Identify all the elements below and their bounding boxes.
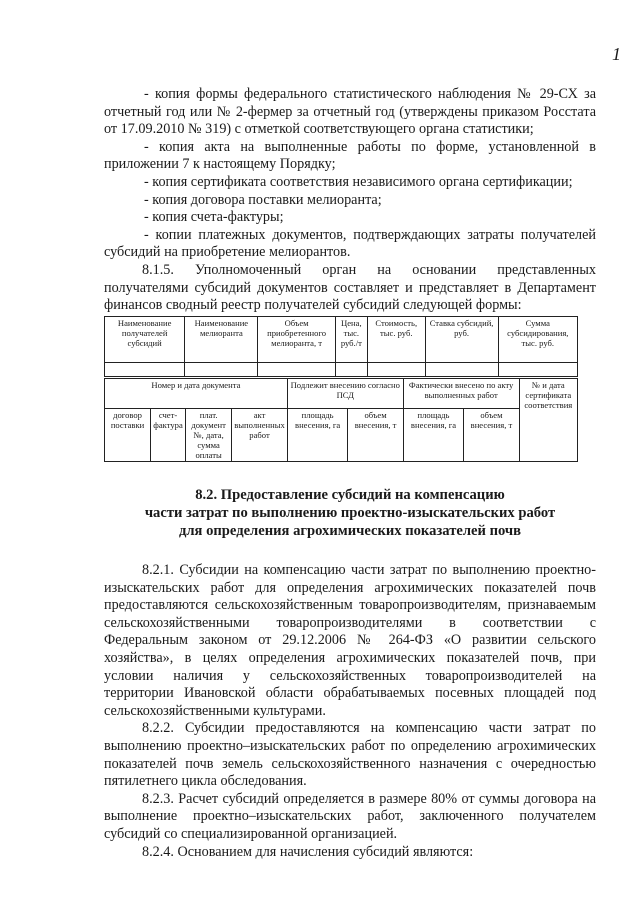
registry-table-1 [104,316,578,377]
registry-table-2 [104,378,578,462]
paragraph-823-cont: субсидий со специализированной организацией. [104,825,398,842]
paragraph-821-cont: предоставляются сельскохозяйственным товаропроизводителям, признаваемым [104,597,596,614]
paragraph-822-cont: выполнению проектно–изыскательских работ по определению агрохимических [104,737,596,754]
table-header-cell: Сумма субсидирования, тыс. руб. [498,317,577,363]
list-item-payments: - копии платежных документов, подтверждающих затраты получателей [144,226,596,243]
table-header-cell: договор поставки [105,409,151,462]
table-header-cell: Наименование получателей субсидий [105,317,185,363]
table-row [105,409,578,462]
table-cell [105,363,185,377]
list-item-contract: - копия договора поставки мелиоранта; [144,191,382,208]
list-item-29ch-cont: от 17.09.2010 № 319) с отметкой соответствующего органа статистики; [104,121,534,138]
list-item-payments-cont: субсидий на приобретение мелиорантов. [104,244,351,261]
table-row [105,317,578,363]
table-row [105,379,578,409]
table-header-cell: Объем приобретенного мелиоранта, т [258,317,335,363]
table-header-cell: площадь внесения, га [403,409,464,462]
paragraph-821-cont: изыскательских работ для определения агрохимических показателей почв [104,579,596,596]
table-header-cell: счет-фактура [151,409,186,462]
page-number: 1 [612,44,621,64]
heading-line: 8.2. Предоставление субсидий на компенсацию [195,487,505,503]
list-item-act: - копия акта на выполненные работы по форме, установленной в [144,138,596,155]
paragraph-823: 8.2.3. Расчет субсидий определяется в размере 80% от суммы договора на [142,790,596,807]
paragraph-821-cont: сельскохозяйственными товаропроизводителями в соответствии с [104,614,596,631]
paragraph-821-cont: Федеральным законом от 29.12.2006 № 264-ФЗ «О развитии сельского [104,632,596,649]
table-cell [425,363,498,377]
table-cell [185,363,258,377]
table-row [105,363,578,377]
paragraph-815: 8.1.5. Уполномоченный орган на основании представленных [142,261,596,278]
table-group-header: Номер и дата документа [105,379,288,409]
paragraph-822-cont: пятилетнего цикла обследования. [104,773,307,790]
table-cell [335,363,367,377]
list-item-invoice: - копия счета-фактуры; [144,209,284,226]
table-cell [258,363,335,377]
paragraph-822: 8.2.2. Субсидии предоставляются на компенсацию части затрат по [142,720,596,737]
paragraph-815-cont: финансов сводный реестр получателей субсидий следующей формы: [104,297,522,314]
table-cell [367,363,425,377]
list-item-29ch-cont: отчетный год или № 2-фермер за отчетный год (утверждены приказом Росстата [104,103,596,120]
paragraph-823-cont: выполнение проектно–изыскательских работ, заключенного получателем [104,808,596,825]
paragraph-824: 8.2.4. Основанием для начисления субсидий являются: [142,843,474,860]
paragraph-815-cont: получателями субсидий документов составляет и представляет в Департамент [104,279,596,296]
list-item-act-cont: приложении 7 к настоящему Порядку; [104,156,336,173]
section-heading-82 [104,486,596,540]
table-group-header: № и дата сертификата соответствия [519,379,577,462]
section-82-body [104,562,596,861]
table-header-cell: Стоимость, тыс. руб. [367,317,425,363]
paragraph-821-cont: территории Ивановской области обрабатываемых посевных площадей под [104,685,596,702]
table-header-cell: Наименование мелиоранта [185,317,258,363]
table-header-cell: плат. документ №, дата, сумма оплаты [186,409,232,462]
list-item-certificate: - копия сертификата соответствия независимого органа сертификации; [144,173,573,190]
paragraph-821: 8.2.1. Субсидии на компенсацию части затрат по выполнению проектно- [142,562,596,578]
paragraph-821-cont: сельскохозяйственными культурами. [104,702,326,719]
paragraph-821-cont: хозяйства», в целях определения агрохимических показателей почв, при [104,649,596,666]
table-header-cell: Ставка субсидий, руб. [425,317,498,363]
list-item-29ch: - копия формы федерального статистического наблюдения № 29-СХ за [144,86,596,102]
table-cell [498,363,577,377]
paragraph-821-cont: условии наличия у сельскохозяйственных товаропроизводителей на [104,667,596,684]
paragraph-822-cont: показателей почв земель сельскохозяйственного назначения с очередностью [104,755,596,772]
table-header-cell: объем внесения, т [464,409,519,462]
document-list-top [104,86,596,315]
table-group-header: Подлежит внесению согласно ПСД [287,379,403,409]
heading-line: части затрат по выполнению проектно-изыскательских работ [144,505,556,521]
table-header-cell: объем внесения, т [348,409,403,462]
table-header-cell: Цена, тыс. руб./т [335,317,367,363]
heading-line: для определения агрохимических показателей почв [178,523,522,539]
table-header-cell: акт выполненных работ [232,409,288,462]
table-header-cell: площадь внесения, га [287,409,348,462]
table-group-header: Фактически внесено по акту выполненных работ [403,379,519,409]
